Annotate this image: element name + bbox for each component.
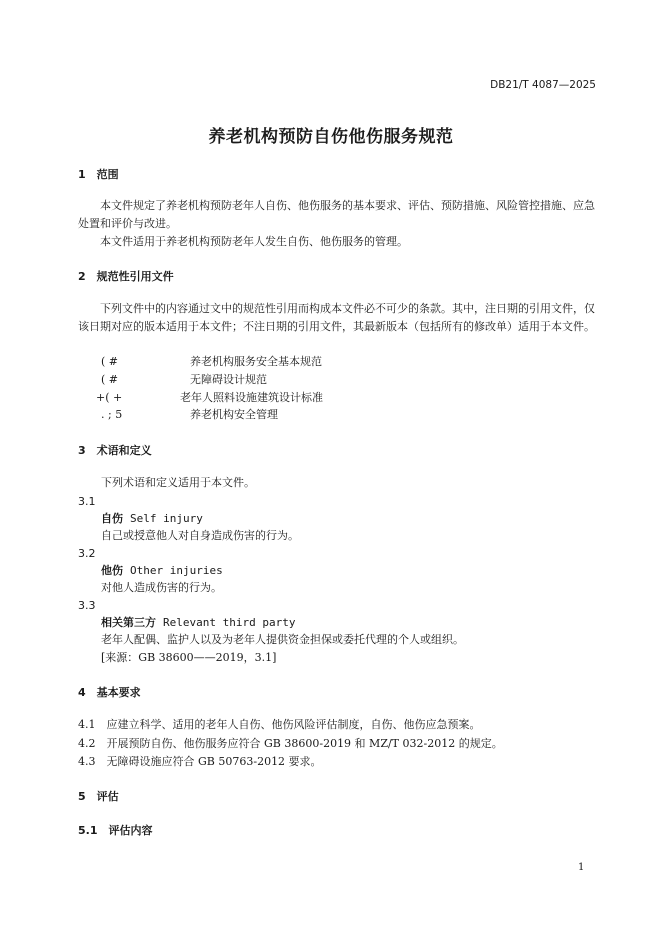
term-name xyxy=(101,614,295,632)
term-name-en: Other injuries xyxy=(130,564,223,577)
term-name-zh: 他伤 xyxy=(101,564,123,577)
section-1-paragraph-1: 本文件规定了养老机构预防老年人自伤、他伤服务的基本要求、评估、预防措施、风险管控措施、应急处置和评价与改进。 xyxy=(78,199,595,230)
term-name-zh: 相关第三方 xyxy=(101,616,156,629)
reference-title: 老年人照料设施建筑设计标准 xyxy=(180,391,323,404)
page-number: 1 xyxy=(578,862,585,873)
term-name xyxy=(101,510,203,528)
term-name-en: Relevant third party xyxy=(163,616,296,629)
section-3-heading: 3 术语和定义 xyxy=(78,444,152,457)
term-source: [来源：GB 38600——2019，3.1] xyxy=(101,651,277,664)
section-3-intro: 下列术语和定义适用于本文件。 xyxy=(101,476,255,489)
reference-title: 养老机构安全管理 xyxy=(190,408,278,421)
document-title: 养老机构预防自伤他伤服务规范 xyxy=(208,127,454,147)
requirement-item: 4.2 开展预防自伤、他伤服务应符合 GB 38600-2019 和 MZ/T 032-2012 的规定。 xyxy=(78,737,503,750)
term-number: 3.2 xyxy=(78,547,96,560)
term-name xyxy=(101,562,223,580)
section-5-heading: 5 评估 xyxy=(78,790,119,803)
requirement-item: 4.3 无障碍设施应符合 GB 50763-2012 要求。 xyxy=(78,755,322,768)
reference-code: ( # xyxy=(101,373,119,386)
term-name-zh: 自伤 xyxy=(101,512,123,525)
reference-code: . ; 5 xyxy=(101,408,123,421)
term-definition: 对他人造成伤害的行为。 xyxy=(101,581,222,594)
term-name-en: Self injury xyxy=(130,512,203,525)
term-number: 3.3 xyxy=(78,599,96,612)
subsection-5-1-heading: 5.1 评估内容 xyxy=(78,824,153,837)
standard-id: DB21/T 4087—2025 xyxy=(490,79,596,91)
section-1-heading: 1 范围 xyxy=(78,168,119,181)
section-1-paragraph-2: 本文件适用于养老机构预防老年人发生自伤、他伤服务的管理。 xyxy=(100,235,408,248)
section-2-paragraph: 下列文件中的内容通过文中的规范性引用而构成本文件必不可少的条款。其中，注日期的引用文件，仅该日期对应的版本适用于本文件；不注日期的引用文件，其最新版本（包括所有的修改单）适用于本文件。 xyxy=(78,302,595,333)
reference-code: ( # xyxy=(101,355,119,368)
term-definition: 自己或授意他人对自身造成伤害的行为。 xyxy=(101,529,299,542)
reference-title: 养老机构服务安全基本规范 xyxy=(190,355,322,368)
term-number: 3.1 xyxy=(78,495,96,508)
reference-title: 无障碍设计规范 xyxy=(190,373,267,386)
requirement-item: 4.1 应建立科学、适用的老年人自伤、他伤风险评估制度，自伤、他伤应急预案。 xyxy=(78,718,481,731)
section-4-heading: 4 基本要求 xyxy=(78,686,141,699)
reference-code: +( + xyxy=(96,391,123,404)
term-definition: 老年人配偶、监护人以及为老年人提供资金担保或委托代理的个人或组织。 xyxy=(101,633,464,646)
section-2-heading: 2 规范性引用文件 xyxy=(78,270,174,283)
